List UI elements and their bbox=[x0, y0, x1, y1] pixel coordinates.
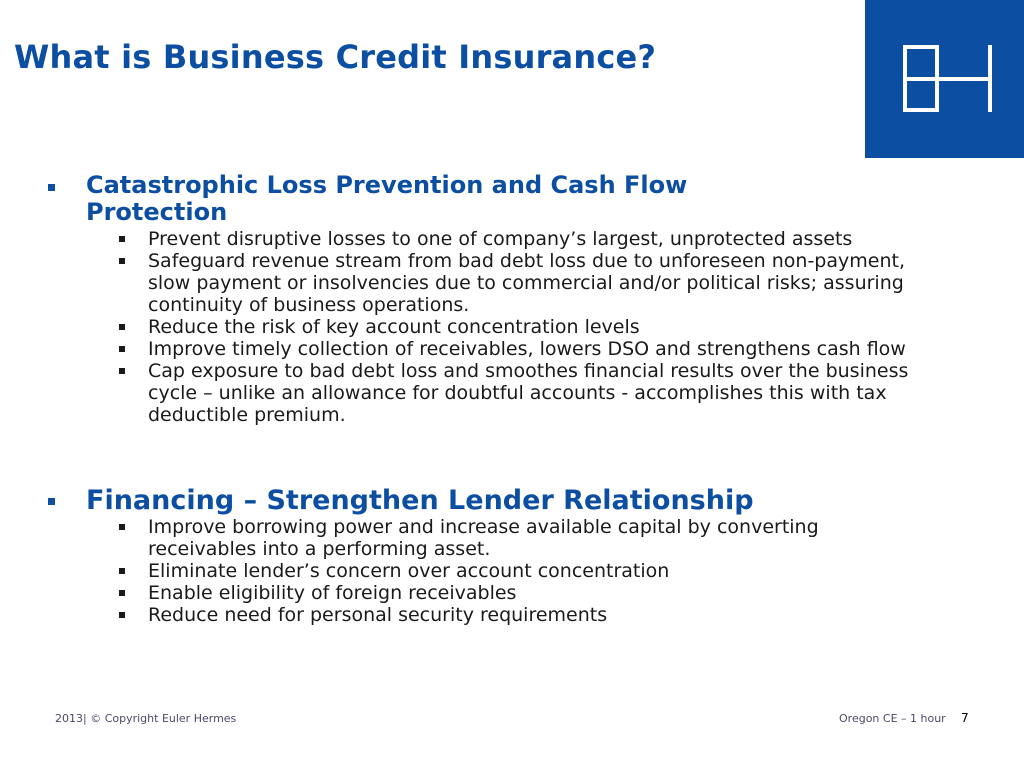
bullet-icon bbox=[119, 258, 125, 264]
list-item: Improve borrowing power and increase available capital by converting receivables into a performing asset. bbox=[48, 516, 998, 560]
list-item: Eliminate lender’s concern over account concentration bbox=[48, 560, 998, 582]
footer-course: Oregon CE – 1 hour bbox=[839, 712, 946, 725]
list-item: Reduce need for personal security requirements bbox=[48, 604, 998, 626]
section-items bbox=[48, 516, 998, 626]
list-item: Enable eligibility of foreign receivables bbox=[48, 582, 998, 604]
list-item: Prevent disruptive losses to one of company’s largest, unprotected assets bbox=[48, 228, 998, 250]
list-item: Reduce the risk of key account concentration levels bbox=[48, 316, 998, 338]
slide-title: What is Business Credit Insurance? bbox=[14, 38, 657, 76]
list-item: Cap exposure to bad debt loss and smoothes financial results over the business cycle – unlike an allowance for doubtful accounts - accomplishes this with tax deductible premium. bbox=[48, 360, 998, 426]
section-items bbox=[48, 228, 998, 426]
list-item: Improve timely collection of receivables, lowers DSO and strengthens cash flow bbox=[48, 338, 998, 360]
section-title: Financing – Strengthen Lender Relationship bbox=[86, 485, 754, 516]
bullet-icon bbox=[119, 590, 125, 596]
bullet-icon bbox=[119, 612, 125, 618]
bullet-icon bbox=[119, 346, 125, 352]
euler-hermes-logo bbox=[865, 0, 1024, 158]
bullet-icon bbox=[119, 368, 125, 374]
list-item: Safeguard revenue stream from bad debt loss due to unforeseen non-payment, slow payment or insolvencies due to commercial and/or political risks; assuring continuity of business operations. bbox=[48, 250, 998, 316]
footer-copyright: 2013| © Copyright Euler Hermes bbox=[55, 712, 237, 725]
bullet-icon bbox=[119, 524, 125, 530]
bullet-icon bbox=[119, 324, 125, 330]
bullet-icon bbox=[119, 568, 125, 574]
section-title: Catastrophic Loss Prevention and Cash Flow Protection bbox=[86, 171, 688, 226]
bullet-icon bbox=[119, 236, 125, 242]
eh-logo-icon bbox=[865, 0, 1024, 158]
section-bullet-icon bbox=[48, 498, 55, 505]
page-number: 7 bbox=[961, 711, 969, 725]
section-bullet-icon bbox=[48, 184, 55, 191]
